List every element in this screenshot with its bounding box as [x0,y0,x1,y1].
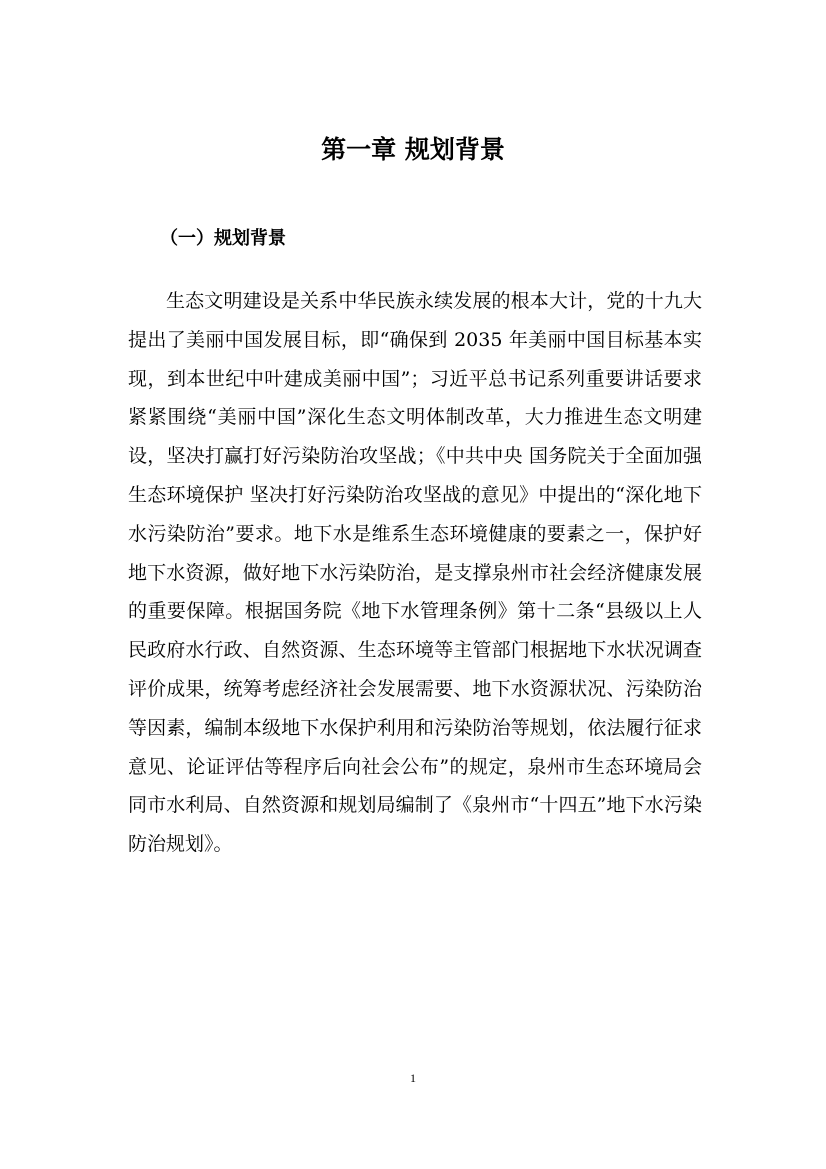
chapter-title: 第一章 规划背景 [321,135,505,164]
body-paragraph: 生态文明建设是关系中华民族永续发展的根本大计，党的十九大提出了美丽中国发展目标，即“确保到 2035 年美丽中国目标基本实现，到本世纪中叶建成美丽中国”；习近平总书记系列重要讲话要求紧紧围绕“美丽中国”深化生态文明体制改革，大力推进生态文明建设，坚决打赢打好污染防治攻坚战；《中共中央 国务院关于全面加强生态环境保护 坚决打好污染防治攻坚战的意见》中提出的“深化地下水污染防治”要求。地下水是维系生态环境健康的要素之一，保护好地下水资源，做好地下水污染防治，是支撑泉州市社会经济健康发展的重要保障。根据国务院《地下水管理条例》第十二条“县级以上人民政府水行政、自然资源、生态环境等主管部门根据地下水状况调查评价成果，统筹考虑经济社会发展需要、地下水资源状况、污染防治等因素，编制本级地下水保护利用和污染防治等规划，依法履行征求意见、论证评估等程序后向社会公布”的规定，泉州市生态环境局会同市水利局、自然资源和规划局编制了《泉州市“十四五”地下水污染防治规划》。 [128,290,702,856]
page-number: 1 [410,1071,416,1085]
section-title: （一）规划背景 [160,228,286,249]
